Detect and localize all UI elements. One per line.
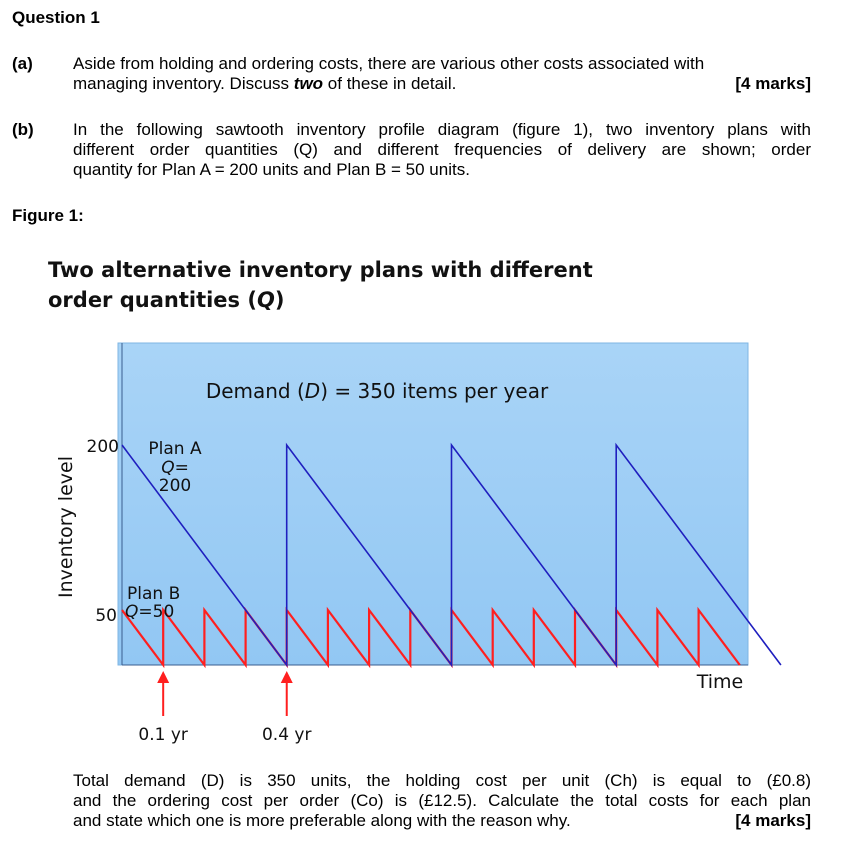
question-title: Question 1	[12, 8, 100, 27]
plan-a-q-value: 200	[158, 476, 192, 496]
part-a-line-2-pre: managing inventory. Discuss	[73, 74, 294, 93]
part-a-line-2-post: of these in detail.	[323, 74, 457, 93]
part-b-line-3: quantity for Plan A = 200 units and Plan B = 50 units.	[73, 160, 470, 179]
y-tick-50: 50	[95, 606, 117, 626]
closing-line-2: and the ordering cost per order (Co) is (£12.5). Calculate the total costs for each plan	[73, 791, 811, 810]
closing-line-3: and state which one is more preferable along with the reason why.	[73, 811, 571, 830]
y-tick-200: 200	[86, 437, 119, 457]
inventory-chart	[0, 330, 841, 750]
annotation-arrowhead-2	[281, 671, 293, 683]
part-a-line-1: Aside from holding and ordering costs, there are various other costs associated with	[73, 54, 705, 73]
y-axis-label: Inventory level	[55, 456, 77, 598]
closing-line-1: Total demand (D) is 350 units, the holding cost per unit (Ch) is equal to (£0.8)	[73, 771, 811, 790]
cycle-annotations	[138, 671, 311, 745]
closing-text	[73, 771, 811, 831]
part-a-marks: [4 marks]	[735, 74, 811, 93]
part-a-line-2	[73, 74, 811, 94]
annotation-label-1: 0.1 yr	[138, 725, 188, 745]
plan-a-q-label: Q=	[161, 458, 189, 478]
part-a-emphasis: two	[293, 74, 324, 93]
demand-label: Demand (D) = 350 items per year	[205, 379, 549, 403]
closing-marks: [4 marks]	[735, 811, 811, 830]
figure-title-line-2	[48, 285, 593, 315]
plan-a-label: Plan A	[148, 439, 202, 459]
figure-title-q: Q	[256, 288, 275, 312]
plan-b-label: Plan B	[127, 584, 181, 604]
part-a-text	[73, 54, 811, 94]
figure-title-line-2-post: )	[274, 288, 285, 312]
figure-title	[48, 255, 593, 315]
part-b-text	[73, 120, 811, 180]
annotation-arrowhead-1	[157, 671, 169, 683]
part-b-line-2: different order quantities (Q) and different frequencies of delivery are shown; order	[73, 140, 811, 159]
figure-label: Figure 1:	[12, 206, 84, 225]
plan-b-q-label: Q=50	[125, 602, 175, 622]
annotation-label-2: 0.4 yr	[261, 725, 312, 745]
figure-title-line-1: Two alternative inventory plans with different	[48, 258, 593, 282]
part-a-label: (a)	[12, 54, 33, 73]
part-b-label: (b)	[12, 120, 34, 139]
x-axis-label: Time	[696, 671, 744, 693]
figure-title-line-2-pre: order quantities (	[48, 288, 257, 312]
part-b-line-1: In the following sawtooth inventory profile diagram (figure 1), two inventory plans with	[73, 120, 811, 139]
